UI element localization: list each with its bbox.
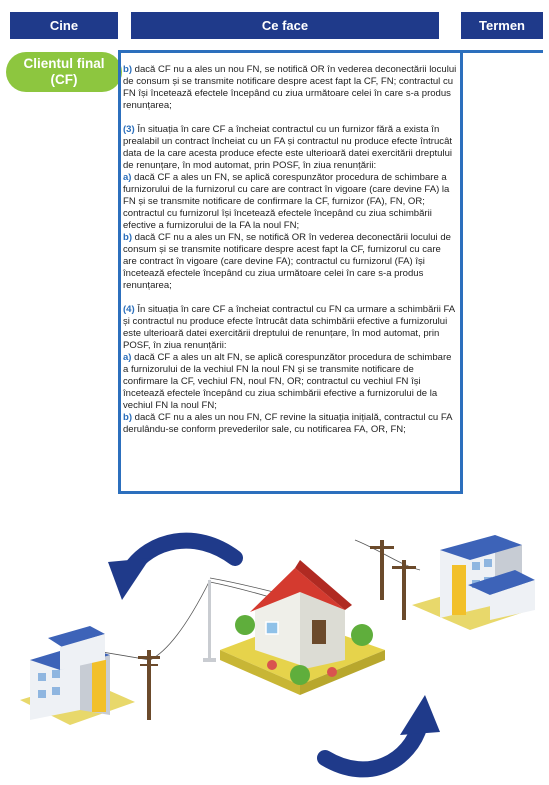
table-rule-middle	[460, 50, 463, 494]
paragraph-3b	[123, 232, 457, 292]
column-header-cine-label: Cine	[49, 18, 79, 33]
curved-arrow-icon	[325, 695, 440, 769]
label-4a: a)	[123, 352, 132, 363]
label-4b: b)	[123, 412, 133, 423]
text-b1: dacă CF nu a ales un nou FN, se notifică OR în vederea deconectării locului de consum și se transmite notificare despre acest fapt la CF, FN; contractul cu FN își încetează efectele începând cu ziua următoare celei în care s-a produs renunțarea;	[123, 64, 457, 111]
text-4b: dacă CF nu a ales un nou FN, CF revine la situația inițială, contractul cu FA derulându-se conform prevederilor sale, cu notificarea FA, OR, FN;	[123, 412, 452, 435]
supplier-switch-illustration	[0, 510, 549, 785]
column-header-cine	[10, 12, 118, 39]
column-header-termen-label: Termen	[479, 18, 525, 33]
text-4: În situația în care CF a încheiat contractul cu FN ca urmare a schimbării FA și contractul nu produce efecte întrucât data schimbării efective a furnizorului este ulterioară datei exercitării dreptului de renunțare, în mod automat, prin POSF, în ziua renunțării:	[123, 304, 455, 351]
label-3b: b)	[123, 232, 133, 243]
label-3: (3)	[123, 124, 135, 135]
curved-arrow-icon	[108, 541, 235, 600]
column-header-ce-face-label: Ce face	[261, 18, 309, 33]
paragraph-4b	[123, 412, 457, 436]
apartment-building-icon	[20, 626, 135, 725]
text-3: În situația în care CF a încheiat contractul cu un furnizor fără a exista în prealabil un contract încheiat cu un FA și contractul nu produce efecte întrucât data de la care acesta produce efecte este ulterioară datei exercitării dreptului de renunțare, în mod automat, prin POSF, în ziua renunțării:	[123, 124, 453, 171]
label-4: (4)	[123, 304, 135, 315]
table-rule-top	[118, 50, 543, 53]
column-header-ce-face	[131, 12, 439, 39]
column-header-termen	[461, 12, 543, 39]
paragraph-3	[123, 124, 457, 172]
text-3a: dacă CF a ales un FN, se aplică corespunzător procedura de schimbare a furnizorului de la furnizorul cu care are contract în vigoare (care devine FA) la FN și se transmite notificare de confirmare la CF, furnizor (FA), FN, OR; contractul cu furnizorul își încetează efectele începând cu ziua schimbării efective a furnizorului de la FA la noul FN;	[123, 172, 450, 231]
client-final-badge-line2: (CF)	[50, 72, 78, 87]
client-final-badge	[6, 52, 122, 92]
text-4a: dacă CF a ales un alt FN, se aplică corespunzător procedura de schimbare a furnizorului de la vechiul FN la noul FN și se transmite notificare de confirmare la CF, vechiul FN, noul FN, OR; contractul cu vechiul FN își încetează efectele începând cu ziua schimbării efective a furnizorului de la vechiul FN la noul FN;	[123, 352, 452, 411]
table-rule-bottom	[118, 491, 463, 494]
apartment-building-icon	[412, 535, 535, 630]
utility-pole-icon	[203, 580, 216, 662]
label-3a: a)	[123, 172, 132, 183]
client-final-badge-line1: Clientul final	[23, 56, 105, 71]
paragraph-4	[123, 304, 457, 352]
ce-face-content	[123, 64, 457, 436]
house-icon	[220, 560, 385, 695]
paragraph-4a	[123, 352, 457, 412]
utility-pole-icon	[370, 540, 416, 620]
paragraph-b1	[123, 64, 457, 112]
text-3b: dacă CF nu a ales un FN, se notifică OR în vederea deconectării locului de consum și se transmite notificare despre acest fapt la CF, furnizorul cu care are contract în vigoare (care devine FA); contractul cu furnizorul (FA) își încetează efectele începând cu ziua următoare celei în care s-a produs renunțarea;	[123, 232, 451, 291]
paragraph-3a	[123, 172, 457, 232]
label-b1: b)	[123, 64, 133, 75]
table-rule-left	[118, 50, 121, 494]
utility-pole-icon	[138, 650, 160, 720]
